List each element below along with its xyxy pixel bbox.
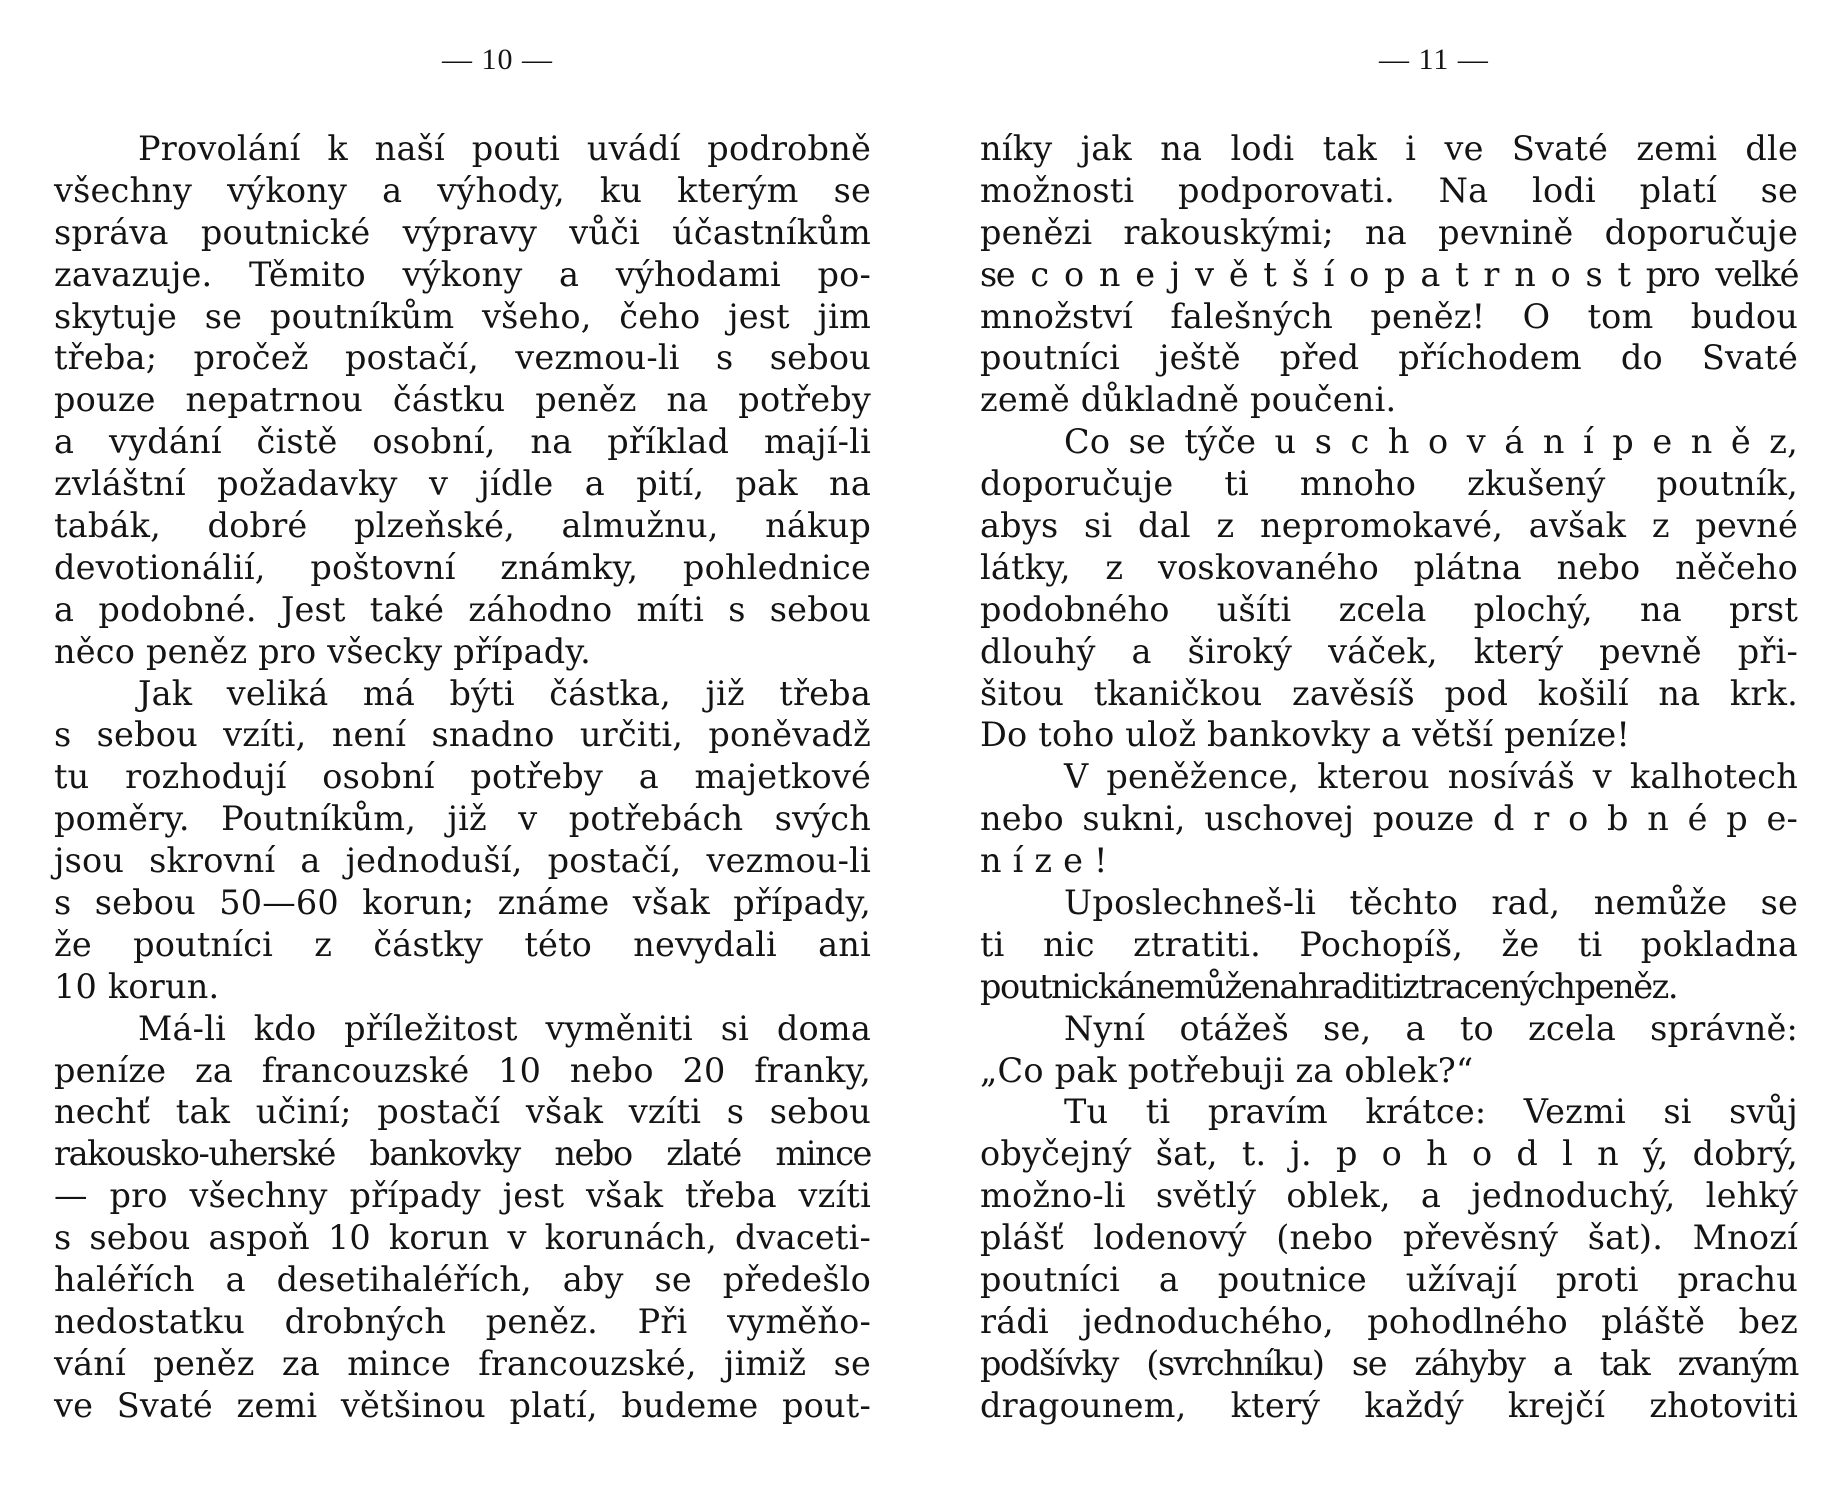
text-line: poměry. Poutníkům, již v potřebách svých	[54, 799, 871, 839]
text-line: Uposlechneš-li těchto rad, nemůže se	[1064, 883, 1798, 923]
text-line: tabák, dobré plzeňské, almužnu, nákup	[54, 506, 871, 546]
text-line: penězi rakouskými; na pevnině doporučuje	[980, 212, 1798, 252]
text-line: nechť tak učiní; postačí však vzíti s sebou	[54, 1092, 871, 1132]
text-line: nedostatku drobných peněz. Při vyměňo-	[54, 1301, 871, 1341]
text-line: plášť lodenový (nebo převěsný šat). Mnozí	[980, 1218, 1798, 1258]
text-line: jsou skrovní a jednoduší, postačí, vezmou-li	[54, 841, 871, 881]
text-line: všechny výkony a výhody, ku kterým se	[54, 170, 871, 210]
text-line: ve Svaté zemi většinou platí, budeme pout-	[54, 1385, 871, 1425]
text-line: Tu ti pravím krátce: Vezmi si svůj	[1064, 1092, 1798, 1132]
text-line: dlouhý a široký váček, který pevně při-	[980, 631, 1798, 671]
text-line: haléřích a desetihaléřích, aby se předešlo	[54, 1260, 871, 1300]
text-line: země důkladně poučeni.	[980, 380, 1397, 420]
page-number: — 10 —	[442, 43, 553, 76]
text-line: doporučuje ti mnoho zkušený poutník,	[980, 464, 1798, 504]
text-line: třeba; pročež postačí, vezmou-li s sebou	[54, 338, 871, 378]
text-line: V peněžence, kterou nosíváš v kalhotech	[1064, 757, 1798, 797]
text-line: poutnickánemůženahraditiztracenýchpeněz.	[980, 966, 1678, 1006]
page-number: — 11 —	[1379, 43, 1489, 76]
text-line: peníze za francouzské 10 nebo 20 franky,	[54, 1050, 871, 1090]
text-line: „Co pak potřebuji za oblek?“	[980, 1050, 1474, 1090]
text-line: Jak veliká má býti částka, již třeba	[138, 673, 871, 713]
text-line: n í z e !	[980, 841, 1108, 881]
text-line: zavazuje. Těmito výkony a výhodami po-	[54, 254, 871, 294]
text-line: skytuje se poutníkům všeho, čeho jest jim	[54, 296, 871, 336]
text-line: nebo sukni, uschovej pouze d r o b n é p e-	[980, 799, 1798, 839]
text-line: možnosti podporovati. Na lodi platí se	[980, 170, 1798, 210]
text-line: Má-li kdo příležitost vyměniti si doma	[138, 1008, 871, 1048]
text-line: devotionálií, poštovní známky, pohlednice	[54, 547, 871, 587]
text-line: něco peněz pro všecky případy.	[54, 631, 591, 671]
text-line: možno-li světlý oblek, a jednoduchý, lehký	[980, 1176, 1798, 1216]
text-line: s sebou vzíti, není snadno určiti, poněvadž	[54, 715, 871, 755]
text-line: a podobné. Jest také záhodno míti s sebou	[54, 589, 871, 629]
text-line: se c o n e j v ě t š í o p a t r n o s t pro velké	[980, 254, 1798, 294]
left-page	[54, 0, 871, 1500]
text-line: tu rozhodují osobní potřeby a majetkové	[54, 757, 871, 797]
text-line: podobného ušíti zcela plochý, na prst	[980, 589, 1798, 629]
text-line: poutníci a poutnice užívají proti prachu	[980, 1260, 1798, 1300]
text-line: abys si dal z nepromokavé, avšak z pevné	[980, 506, 1798, 546]
text-line: látky, z voskovaného plátna nebo něčeho	[980, 547, 1798, 587]
right-page	[980, 0, 1798, 1500]
text-line: množství falešných peněz! O tom budou	[980, 296, 1798, 336]
text-line: rakousko-uherské bankovky nebo zlaté mince	[54, 1134, 871, 1174]
text-line: zvláštní požadavky v jídle a pití, pak na	[54, 464, 871, 504]
text-line: rádi jednoduchého, pohodlného pláště bez	[980, 1301, 1798, 1341]
text-line: Provolání k naší pouti uvádí podrobně	[138, 129, 871, 168]
text-line: pouze nepatrnou částku peněz na potřeby	[54, 380, 871, 420]
text-line: a vydání čistě osobní, na příklad mají-li	[54, 422, 871, 462]
text-line: dragounem, který každý krejčí zhotoviti	[980, 1385, 1798, 1425]
text-line: Co se týče u s c h o v á n í p e n ě z,	[1064, 422, 1798, 462]
text-line: že poutníci z částky této nevydali ani	[54, 924, 871, 964]
text-line: podšívky (svrchníku) se záhyby a tak zvaným	[980, 1343, 1798, 1383]
text-line: ti nic ztratiti. Pochopíš, že ti pokladna	[980, 924, 1798, 964]
text-line: — pro všechny případy jest však třeba vzíti	[54, 1176, 871, 1216]
page-text	[54, 128, 871, 1427]
text-line: šitou tkaničkou zavěsíš pod košilí na krk.	[980, 673, 1798, 713]
text-line: Nyní otážeš se, a to zcela správně:	[1064, 1008, 1798, 1048]
page-text	[980, 128, 1798, 1427]
text-line: níky jak na lodi tak i ve Svaté zemi dle	[980, 129, 1798, 168]
text-line: vání peněz za mince francouzské, jimiž se	[54, 1343, 871, 1383]
text-line: s sebou aspoň 10 korun v korunách, dvaceti-	[54, 1218, 871, 1258]
text-line: Do toho ulož bankovky a větší peníze!	[980, 715, 1631, 755]
text-line: s sebou 50—60 korun; známe však případy,	[54, 883, 871, 923]
text-line: 10 korun.	[54, 966, 220, 1006]
text-line: správa poutnické výpravy vůči účastníkům	[54, 212, 871, 252]
text-line: poutníci ještě před příchodem do Svaté	[980, 338, 1798, 378]
text-line: obyčejný šat, t. j. p o h o d l n ý, dobrý,	[980, 1134, 1798, 1174]
